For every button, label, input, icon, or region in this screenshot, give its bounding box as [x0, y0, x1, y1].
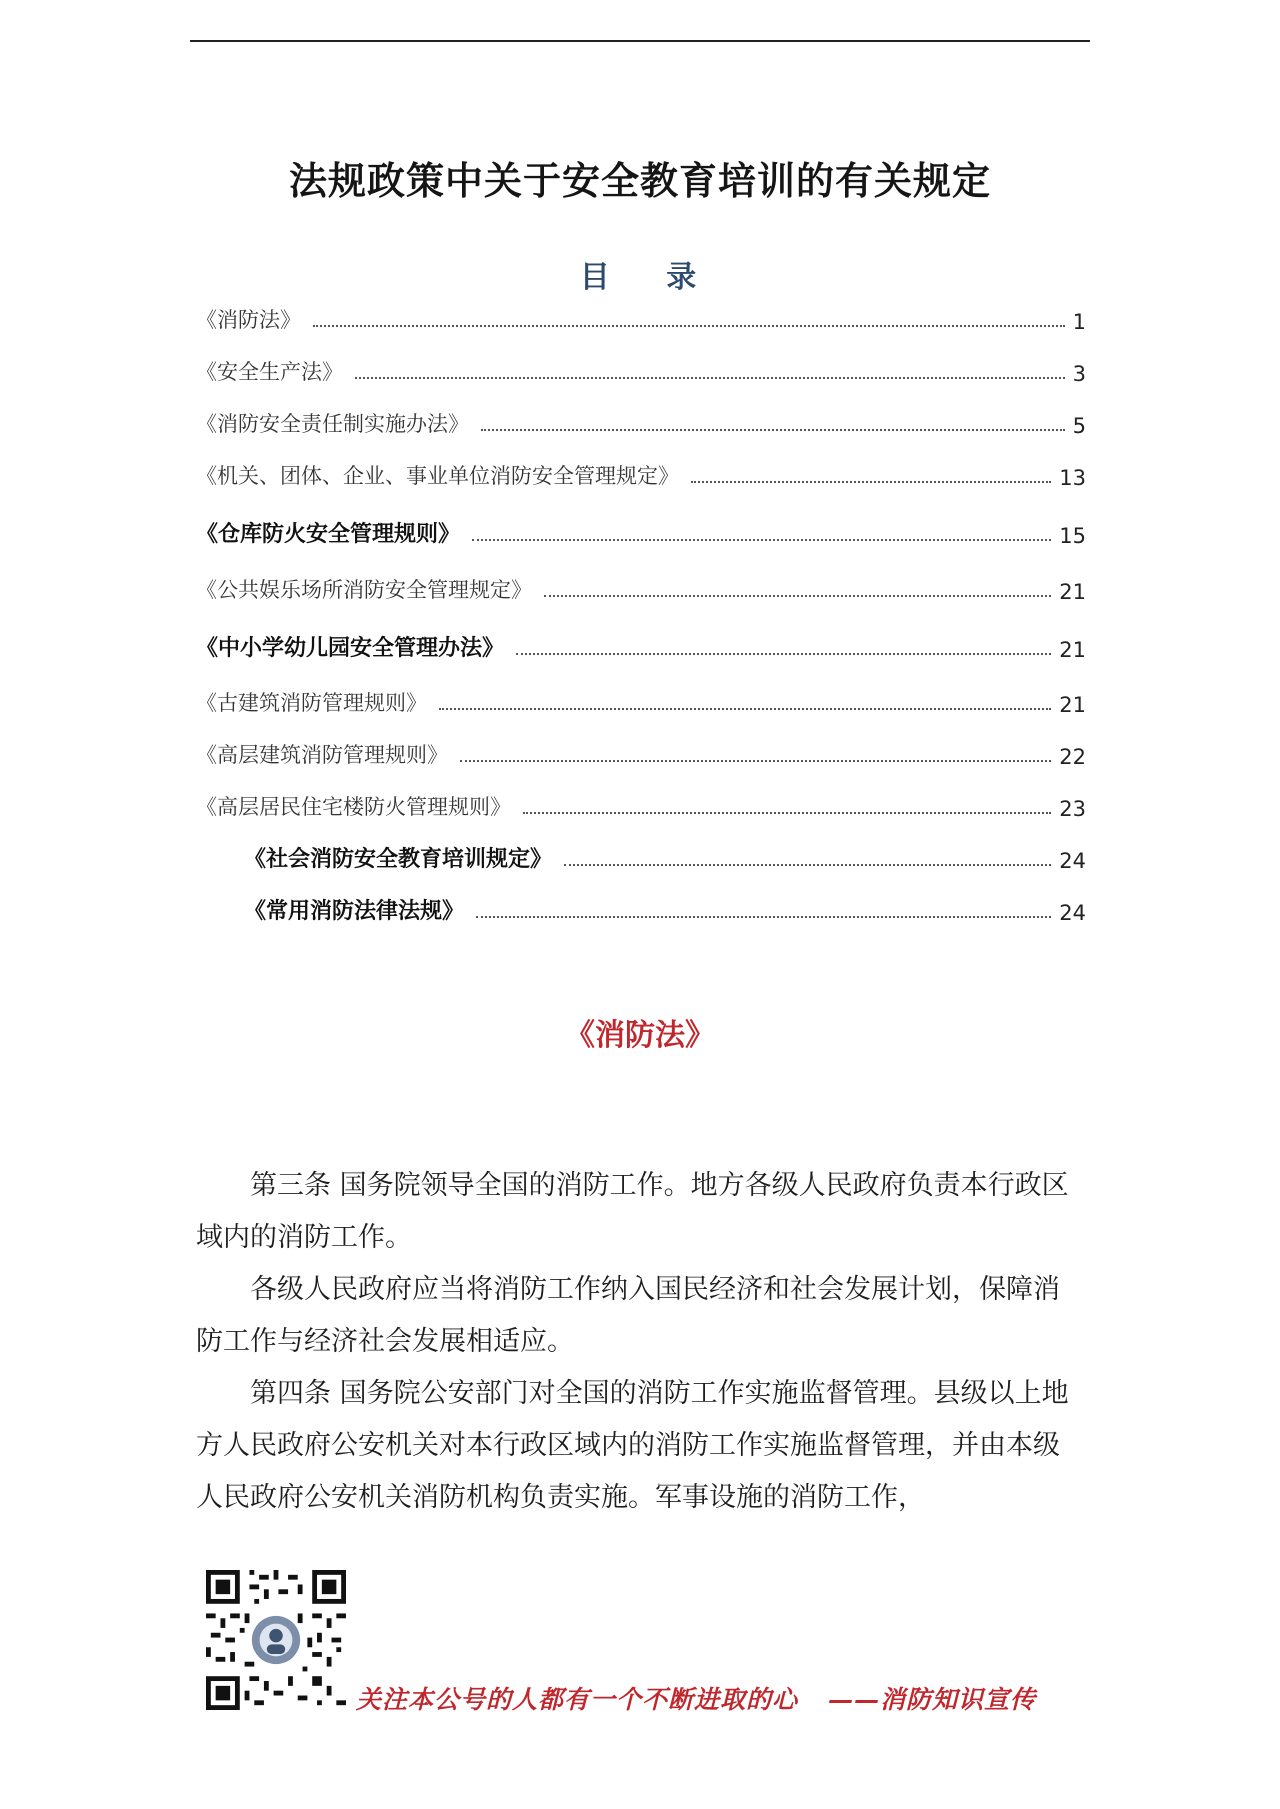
section-title: 《消防法》 [565, 1018, 715, 1053]
toc-entry-title: 《公共娱乐场所消防安全管理规定》 [196, 578, 532, 602]
toc-leader [439, 708, 1051, 710]
toc-entry-title: 《仓库防火安全管理规则》 [196, 522, 461, 547]
footer-slogan [356, 1680, 1036, 1716]
toc-leader [523, 812, 1051, 814]
toc-entry-page: 22 [1059, 745, 1086, 769]
qr-code-icon[interactable] [206, 1570, 346, 1710]
footer [196, 1570, 1086, 1720]
toc-leader [544, 595, 1051, 597]
toc-entry[interactable] [196, 628, 1086, 662]
document-title: 法规政策中关于安全教育培训的有关规定 [288, 158, 991, 203]
toc-entry[interactable] [196, 839, 1086, 873]
slogan-text: 关注本公号的人都有一个不断进取的心 [356, 1685, 799, 1714]
toc-entry[interactable] [196, 683, 1086, 717]
section-body [196, 1160, 1086, 1524]
toc-entry-title: 《社会消防安全教育培训规定》 [244, 847, 553, 872]
toc-entry-page: 24 [1059, 849, 1086, 873]
toc-entry-title: 《消防安全责任制实施办法》 [196, 412, 469, 436]
toc-entry[interactable] [196, 891, 1086, 925]
toc-entry[interactable] [196, 514, 1086, 548]
toc-entry-title: 《消防法》 [196, 308, 301, 332]
paragraph: 各级人民政府应当将消防工作纳入国民经济和社会发展计划，保障消防工作与经济社会发展相适应。 [196, 1274, 1060, 1357]
toc-leader [355, 377, 1065, 379]
toc-entry-page: 5 [1072, 414, 1086, 438]
paragraph: 第三条 国务院领导全国的消防工作。地方各级人民政府负责本行政区域内的消防工作。 [196, 1170, 1069, 1253]
toc-entry-page: 3 [1072, 362, 1086, 386]
toc-entry[interactable] [196, 570, 1086, 604]
toc-entry-page: 13 [1059, 466, 1086, 490]
toc-entry-page: 21 [1059, 580, 1086, 604]
header-rule [190, 40, 1090, 42]
toc-leader [481, 429, 1065, 431]
toc-leader [460, 760, 1051, 762]
toc-entry-title: 《古建筑消防管理规则》 [196, 691, 427, 715]
toc-entry-page: 23 [1059, 797, 1086, 821]
toc-entry[interactable] [196, 787, 1086, 821]
toc-entry-page: 15 [1059, 524, 1086, 548]
toc-entry-title: 《中小学幼儿园安全管理办法》 [196, 636, 505, 661]
slogan-signature: ——消防知识宣传 [828, 1685, 1037, 1714]
toc-entry-page: 21 [1059, 693, 1086, 717]
toc-entry-page: 21 [1059, 638, 1086, 662]
toc-entry-title: 《常用消防法律法规》 [244, 899, 465, 924]
toc-entry[interactable] [196, 735, 1086, 769]
toc-leader [691, 481, 1051, 483]
toc-entry-title: 《机关、团体、企业、事业单位消防安全管理规定》 [196, 464, 679, 488]
toc-entry-title: 《高层建筑消防管理规则》 [196, 743, 448, 767]
toc-entry[interactable] [196, 456, 1086, 490]
toc-entry[interactable] [196, 404, 1086, 438]
toc-leader [516, 653, 1051, 655]
toc-entry-title: 《高层居民住宅楼防火管理规则》 [196, 795, 511, 819]
toc-entry[interactable] [196, 352, 1086, 386]
toc-entry[interactable] [196, 300, 1086, 334]
toc-leader [472, 539, 1051, 541]
toc-entry-page: 24 [1059, 901, 1086, 925]
paragraph: 第四条 国务院公安部门对全国的消防工作实施监督管理。县级以上地方人民政府公安机关对本行政区域内的消防工作实施监督管理，并由本级人民政府公安机关消防机构负责实施。军事设施的消防工作， [196, 1378, 1069, 1513]
toc-leader [476, 916, 1051, 918]
toc-heading: 目 录 [579, 260, 701, 295]
toc-entry-page: 1 [1072, 310, 1086, 334]
toc-leader [313, 325, 1065, 327]
toc-leader [564, 864, 1051, 866]
toc-entry-title: 《安全生产法》 [196, 360, 343, 384]
